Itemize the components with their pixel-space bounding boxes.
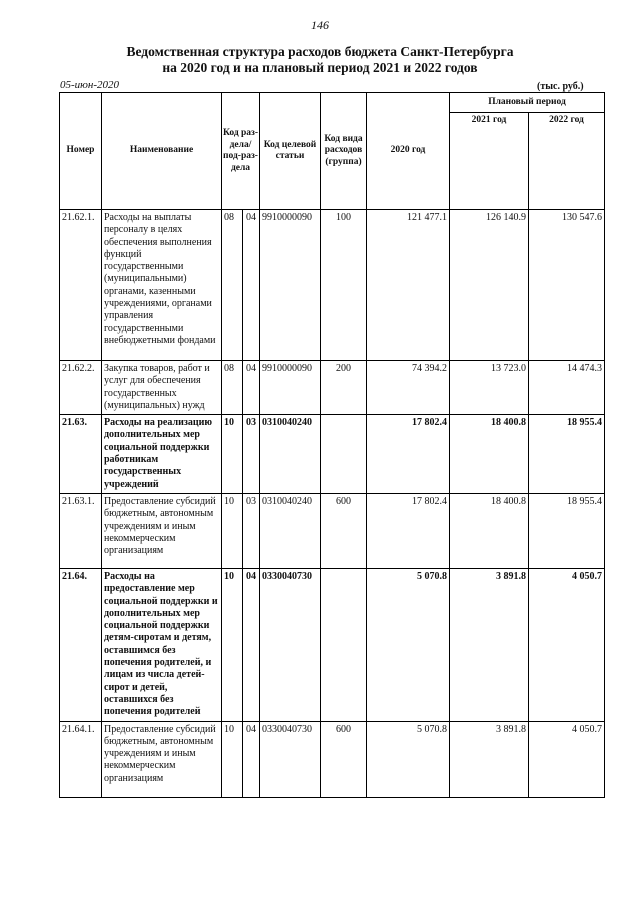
row-2020: 17 802.4: [367, 493, 450, 568]
row-name: Расходы на предоставление мер социальной поддержки и дополнительных мер социальной поддержки детям-сиротам и детям, оставшимся без попечения родителей, и лицам из числа детей-сирот и детей, оставшихся без попечения родителей: [102, 568, 222, 721]
row-target: 0310040240: [260, 493, 321, 568]
row-name: Предоставление субсидий бюджетным, автономным учреждениям и иным некоммерческим организациям: [102, 721, 222, 797]
header-2021: 2021 год: [450, 113, 529, 210]
row-target: 0330040730: [260, 721, 321, 797]
table-row: [60, 361, 605, 415]
row-section: 10: [222, 721, 243, 797]
row-number: 21.64.: [60, 568, 102, 721]
row-number: 21.62.1.: [60, 210, 102, 361]
row-2020: 121 477.1: [367, 210, 450, 361]
row-2022: 130 547.6: [529, 210, 605, 361]
row-subsection: 04: [243, 568, 260, 721]
row-section: 08: [222, 361, 243, 415]
row-2021: 3 891.8: [450, 721, 529, 797]
row-number: 21.63.1.: [60, 493, 102, 568]
table-row: [60, 493, 605, 568]
units-label: (тыс. руб.): [537, 81, 584, 92]
row-2021: 18 400.8: [450, 493, 529, 568]
row-2021: 126 140.9: [450, 210, 529, 361]
row-2022: 18 955.4: [529, 493, 605, 568]
table-row: [60, 415, 605, 494]
row-name: Расходы на выплаты персоналу в целях обеспечения выполнения функций государственными (муниципальными) органами, казенными учреждениями, органами управления государственными внебюджетными фондами: [102, 210, 222, 361]
row-target: 0310040240: [260, 415, 321, 494]
row-name: Предоставление субсидий бюджетным, автономным учреждениям и иным некоммерческим организациям: [102, 493, 222, 568]
header-number: Номер: [60, 93, 102, 210]
row-2022: 18 955.4: [529, 415, 605, 494]
row-target: 0330040730: [260, 568, 321, 721]
row-target: 9910000090: [260, 210, 321, 361]
row-number: 21.63.: [60, 415, 102, 494]
row-name: Расходы на реализацию дополнительных мер социальной поддержки работникам государственных учреждений: [102, 415, 222, 494]
budget-table: [59, 92, 605, 798]
row-group: 600: [321, 493, 367, 568]
row-2022: 4 050.7: [529, 568, 605, 721]
row-2020: 5 070.8: [367, 721, 450, 797]
row-section: 08: [222, 210, 243, 361]
row-2021: 13 723.0: [450, 361, 529, 415]
row-section: 10: [222, 493, 243, 568]
row-group: 600: [321, 721, 367, 797]
table-row: [60, 721, 605, 797]
row-subsection: 04: [243, 210, 260, 361]
row-group: 100: [321, 210, 367, 361]
row-subsection: 04: [243, 361, 260, 415]
row-number: 21.64.1.: [60, 721, 102, 797]
row-2020: 5 070.8: [367, 568, 450, 721]
header-planned-period: Плановый период: [450, 93, 605, 113]
table-row: [60, 568, 605, 721]
document-date: 05-июн-2020: [60, 79, 120, 91]
row-number: 21.62.2.: [60, 361, 102, 415]
row-2021: 3 891.8: [450, 568, 529, 721]
header-2022: 2022 год: [529, 113, 605, 210]
row-section: 10: [222, 415, 243, 494]
page-number: 146: [311, 18, 329, 32]
row-subsection: 03: [243, 493, 260, 568]
row-2022: 4 050.7: [529, 721, 605, 797]
row-name: Закупка товаров, работ и услуг для обеспечения государственных (муниципальных) нужд: [102, 361, 222, 415]
row-target: 9910000090: [260, 361, 321, 415]
row-group: [321, 415, 367, 494]
row-section: 10: [222, 568, 243, 721]
row-group: [321, 568, 367, 721]
header-expense-type: Код вида расходов (группа): [321, 93, 367, 210]
row-2020: 74 394.2: [367, 361, 450, 415]
title-line-1: Ведомственная структура расходов бюджета Санкт-Петербурга: [126, 44, 514, 59]
header-target: Код целевой статьи: [260, 93, 321, 210]
row-subsection: 04: [243, 721, 260, 797]
document-title: [0, 44, 640, 76]
row-2020: 17 802.4: [367, 415, 450, 494]
row-2022: 14 474.3: [529, 361, 605, 415]
header-section: Код раз-дела/ под-раз-дела: [222, 93, 260, 210]
row-group: 200: [321, 361, 367, 415]
header-2020: 2020 год: [367, 93, 450, 210]
header-name: Наименование: [102, 93, 222, 210]
row-subsection: 03: [243, 415, 260, 494]
title-line-2: на 2020 год и на плановый период 2021 и 2022 годов: [162, 60, 478, 75]
table-row: [60, 210, 605, 361]
row-2021: 18 400.8: [450, 415, 529, 494]
